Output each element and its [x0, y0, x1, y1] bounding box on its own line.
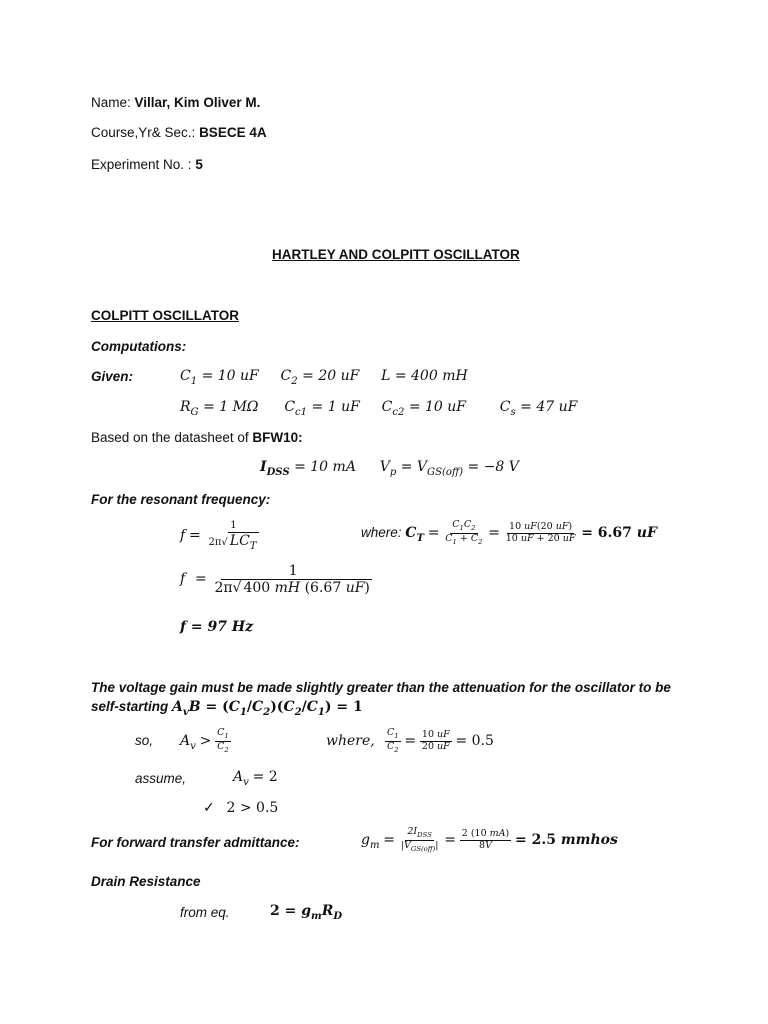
section-title: COLPITT OSCILLATOR [91, 308, 239, 323]
l-value: L = 400 mH [381, 368, 468, 384]
f-substituted: f = $\frac{1}{2\pi√ 400 mH (6.67 uF)}$ [180, 563, 370, 597]
so-equation: $A_v$ > $\frac{C_1}{C_2}$ [180, 727, 229, 754]
check-line: ✓ 2 > 0.5 [203, 800, 279, 816]
datasheet-prefix: Based on the datasheet of [91, 430, 249, 445]
datasheet-part: BFW10: [252, 430, 303, 445]
given-row-1 [180, 368, 468, 387]
ct-result: = 6.67 uF [581, 524, 657, 541]
vp-equation: $V_p = V_{GS(off)} = -8$ V [379, 459, 519, 478]
drain-label: Drain Resistance [91, 874, 201, 889]
given-row-2 [180, 399, 577, 418]
c1-value: $C_1 = 10$ uF [180, 368, 259, 387]
name-label: Name: [91, 95, 131, 110]
computations-label: Computations: [91, 339, 187, 354]
name-value: Villar, Kim Oliver M. [134, 95, 261, 110]
admittance-label: For forward transfer admittance: [91, 835, 300, 850]
c2-value: $C_2 = 20$ uF [280, 368, 360, 387]
course-line [91, 125, 267, 140]
ct-formula: where: $C_T$ = $\frac{C_1C_2}{C_1 + C_2}$ = $\frac{10 uF(20 uF)}{10 uF + 20 uF}$ = 6.67 uF [361, 519, 657, 546]
assume-label: assume, [135, 771, 187, 786]
where-equation: $\frac{C_1}{C_2}$ = $\frac{10 uF}{20 uF}$ = 0.5 [387, 727, 494, 754]
experiment-value: 5 [195, 157, 203, 172]
so-label: so, [135, 733, 154, 748]
rg-value: $R_G = 1$ MΩ [180, 399, 259, 418]
document-title: HARTLEY AND COLPITT OSCILLATOR [272, 247, 520, 262]
drain-equation: $2 = g_mR_D$ [270, 903, 343, 922]
cc1-value: $C_{c1} = 1$ uF [284, 399, 360, 418]
f-formula: f = $\frac{1}{2\pi√ LC_T}$ [180, 520, 257, 552]
idss-equation: $I_{DSS} = 10$ mA [260, 459, 356, 478]
f-result: f = 97 Hz [180, 619, 254, 635]
experiment-line [91, 157, 203, 172]
assume-equation: $A_v = 2$ [233, 769, 278, 788]
gm-result: = 2.5 mmhos [515, 831, 618, 848]
given-label: Given: [91, 369, 134, 384]
experiment-label: Experiment No. : [91, 157, 192, 172]
course-label: Course,Yr& Sec.: [91, 125, 196, 140]
where-label-2: where, [326, 733, 375, 749]
from-eq-label: from eq. [180, 905, 230, 920]
where-label: where: [361, 524, 402, 540]
datasheet-equations [260, 459, 519, 478]
gain-statement-line1: The voltage gain must be made slightly greater than the attenuation for the oscillator to be [91, 680, 671, 695]
check-icon: ✓ [203, 800, 215, 816]
datasheet-line [91, 430, 303, 445]
gain-statement-line2: self-starting $A_vB = (C_1/C_2)(C_2/C_1) = 1$ [91, 699, 363, 718]
course-value: BSECE 4A [199, 125, 267, 140]
resonant-label: For the resonant frequency: [91, 492, 271, 507]
cc2-value: $C_{c2} = 10$ uF [381, 399, 467, 418]
cs-value: $C_s = 47$ uF [499, 399, 578, 418]
gm-equation: $g_m$ = $\frac{2I_{DSS}}{|V_{GS(off)}|}$ = $\frac{2 (10 mA)}{8V}$ = 2.5 mmhos [361, 826, 618, 853]
name-line [91, 95, 260, 110]
